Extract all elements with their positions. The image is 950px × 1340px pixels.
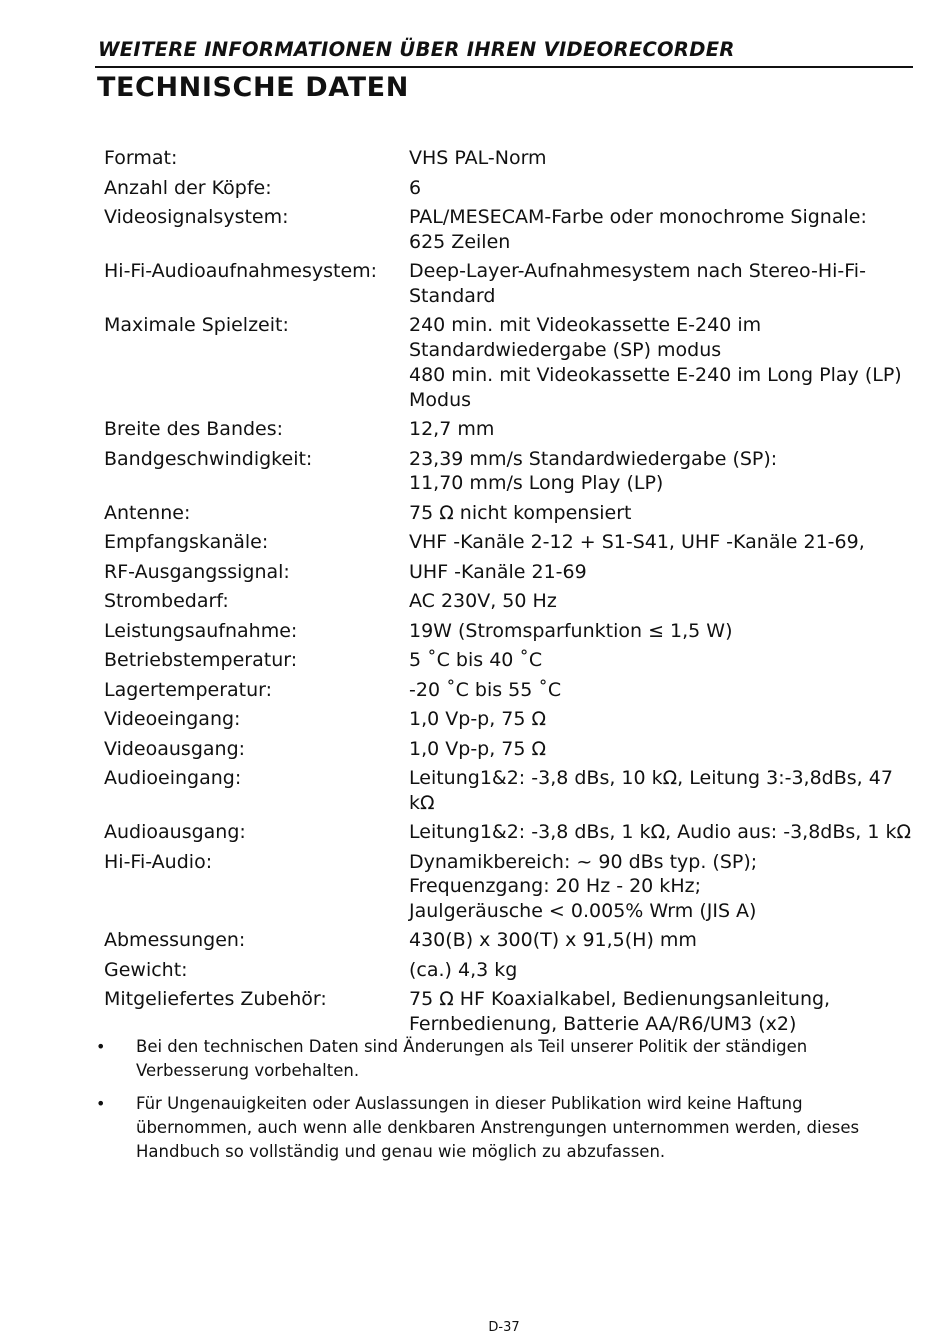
spec-value-line: UHF -Kanäle 21-69 [409, 560, 587, 583]
spec-row [104, 648, 924, 674]
spec-value [409, 678, 924, 704]
spec-value [409, 417, 924, 443]
note-line: Bei den technischen Daten sind Änderungen als Teil unserer Politik der ständigen [136, 1037, 808, 1056]
notes-list [96, 1035, 916, 1173]
spec-value-paragraph [409, 560, 924, 585]
spec-value-paragraph [409, 850, 924, 924]
note-item [96, 1035, 916, 1083]
spec-value-line: 480 min. mit Videokassette E-240 im Long Play (LP) [409, 364, 902, 386]
spec-value-paragraph [409, 958, 924, 983]
spec-label: Breite des Bandes: [104, 418, 284, 440]
spec-label: Audioeingang: [104, 767, 242, 789]
spec-row [104, 737, 924, 763]
spec-label: Mitgeliefertes Zubehör: [104, 988, 327, 1010]
spec-value-line: 23,39 mm/s Standardwiedergabe (SP): [409, 447, 778, 470]
spec-value-line: -20 ˚C bis 55 ˚C [409, 678, 562, 701]
spec-value-paragraph [409, 530, 924, 555]
note-line: übernommen, auch wenn alle denkbaren Anstrengungen unternommen werden, dieses [136, 1118, 860, 1137]
spec-value-line: 75 Ω nicht kompensiert [409, 501, 632, 524]
spec-label: Hi-Fi-Audio: [104, 850, 213, 873]
spec-row [104, 928, 924, 954]
spec-row [104, 820, 924, 846]
spec-value-line: 430(B) x 300(T) x 91,5(H) mm [409, 929, 697, 951]
spec-row [104, 530, 924, 556]
spec-row [104, 447, 924, 497]
spec-value [409, 176, 924, 202]
spec-value-line: Standardwiedergabe (SP) modus [409, 338, 722, 361]
spec-row [104, 146, 924, 172]
spec-value [409, 707, 924, 733]
spec-value [409, 737, 924, 763]
spec-label: Gewicht: [104, 958, 188, 981]
bullet-icon: • [96, 1094, 106, 1113]
spec-value-paragraph [409, 589, 924, 614]
spec-value [409, 928, 924, 954]
spec-value-paragraph [409, 447, 924, 496]
spec-value-paragraph [409, 987, 924, 1036]
spec-value-paragraph [409, 648, 924, 673]
section-title: WEITERE INFORMATIONEN ÜBER IHREN VIDEORECORDER [98, 38, 735, 61]
spec-value-paragraph [409, 313, 924, 362]
spec-row [104, 987, 924, 1037]
spec-value-paragraph [409, 176, 924, 201]
spec-value-paragraph [409, 928, 924, 953]
spec-label: RF-Ausgangssignal: [104, 560, 290, 583]
spec-row [104, 501, 924, 527]
spec-value [409, 820, 924, 846]
spec-label: Maximale Spielzeit: [104, 314, 289, 336]
spec-value-paragraph [409, 501, 924, 526]
spec-value [409, 958, 924, 984]
spec-value-line: Leitung1&2: -3,8 dBs, 10 kΩ, Leitung 3:-3,8dBs, 47 kΩ [409, 767, 893, 814]
spec-row [104, 560, 924, 586]
spec-value-line: 75 Ω HF Koaxialkabel, Bedienungsanleitung, [409, 988, 831, 1010]
spec-value [409, 146, 924, 172]
spec-value [409, 259, 924, 309]
spec-value [409, 850, 924, 925]
spec-row [104, 850, 924, 925]
spec-value-line: Standard [409, 284, 496, 307]
spec-value-line: 6 [409, 176, 422, 199]
spec-value-line: Deep-Layer-Aufnahmesystem nach Stereo-Hi-Fi- [409, 260, 866, 282]
spec-value [409, 648, 924, 674]
spec-label: Audioausgang: [104, 821, 246, 843]
spec-value [409, 313, 924, 413]
spec-value-line: 11,70 mm/s Long Play (LP) [409, 472, 664, 494]
note-item [96, 1092, 916, 1164]
spec-value-line: Leitung1&2: -3,8 dBs, 1 kΩ, Audio aus: -3,8dBs, 1 kΩ [409, 821, 912, 843]
spec-value [409, 530, 924, 556]
spec-label: Betriebstemperatur: [104, 649, 298, 671]
spec-value-line: (ca.) 4,3 kg [409, 958, 518, 981]
spec-label: Lagertemperatur: [104, 678, 273, 701]
spec-value-line: Fernbedienung, Batterie AA/R6/UM3 (x2) [409, 1012, 797, 1035]
spec-label: Bandgeschwindigkeit: [104, 447, 313, 470]
spec-value-line: Dynamikbereich: ~ 90 dBs typ. (SP); [409, 850, 758, 873]
spec-row [104, 678, 924, 704]
spec-value-paragraph [409, 707, 924, 732]
spec-value-paragraph [409, 619, 924, 644]
spec-label: Videoausgang: [104, 737, 246, 760]
spec-row [104, 313, 924, 413]
spec-value-line: VHF -Kanäle 2-12 + S1-S41, UHF -Kanäle 21-69, [409, 531, 865, 553]
spec-table [104, 146, 924, 1041]
spec-value-line: 240 min. mit Videokassette E-240 im [409, 314, 762, 336]
spec-label: Format: [104, 147, 178, 169]
spec-value-line: VHS PAL-Norm [409, 147, 547, 169]
spec-row [104, 707, 924, 733]
note-text [136, 1035, 916, 1083]
spec-value-paragraph [409, 766, 924, 815]
spec-label: Empfangskanäle: [104, 531, 269, 553]
spec-value-paragraph [409, 259, 924, 308]
spec-value-paragraph [409, 678, 924, 703]
note-line: Für Ungenauigkeiten oder Auslassungen in dieser Publikation wird keine Haftung [136, 1094, 803, 1113]
spec-row [104, 417, 924, 443]
spec-value [409, 619, 924, 645]
spec-value [409, 447, 924, 497]
spec-value-paragraph [409, 363, 924, 412]
page-number: D-37 [488, 1320, 520, 1335]
spec-value-line: 1,0 Vp-p, 75 Ω [409, 737, 547, 760]
spec-value-line: 625 Zeilen [409, 230, 511, 253]
spec-row [104, 176, 924, 202]
spec-value [409, 987, 924, 1037]
spec-row [104, 766, 924, 816]
spec-value-paragraph [409, 820, 924, 845]
spec-value-line: AC 230V, 50 Hz [409, 590, 557, 612]
spec-value-paragraph [409, 737, 924, 762]
spec-label: Strombedarf: [104, 590, 229, 612]
spec-value-line: 19W (Stromsparfunktion ≤ 1,5 W) [409, 619, 733, 642]
spec-value-paragraph [409, 205, 924, 254]
header-rule [95, 66, 913, 68]
note-text [136, 1092, 916, 1164]
spec-label: Leistungsaufnahme: [104, 619, 298, 642]
spec-value-line: 12,7 mm [409, 418, 495, 440]
spec-label: Videosignalsystem: [104, 206, 289, 228]
spec-value-line: 1,0 Vp-p, 75 Ω [409, 708, 547, 730]
spec-value-line: Modus [409, 388, 472, 411]
spec-row [104, 589, 924, 615]
spec-label: Anzahl der Köpfe: [104, 176, 272, 199]
spec-value-paragraph [409, 417, 924, 442]
spec-value [409, 766, 924, 816]
spec-value-paragraph [409, 146, 924, 171]
spec-value-line: 5 ˚C bis 40 ˚C [409, 649, 543, 671]
spec-label: Antenne: [104, 501, 191, 524]
spec-row [104, 205, 924, 255]
note-line: Verbesserung vorbehalten. [136, 1061, 360, 1080]
spec-label: Hi-Fi-Audioaufnahmesystem: [104, 260, 378, 282]
spec-row [104, 958, 924, 984]
spec-row [104, 259, 924, 309]
spec-row [104, 619, 924, 645]
spec-value-line: PAL/MESECAM-Farbe oder monochrome Signale: [409, 206, 867, 228]
bullet-icon: • [96, 1037, 106, 1056]
spec-value-line: Jaulgeräusche < 0.005% Wrm (JIS A) [409, 899, 757, 922]
spec-label: Abmessungen: [104, 929, 246, 951]
spec-value [409, 501, 924, 527]
spec-value [409, 205, 924, 255]
spec-value-line: Frequenzgang: 20 Hz - 20 kHz; [409, 875, 701, 897]
spec-value [409, 589, 924, 615]
spec-label: Videoeingang: [104, 708, 241, 730]
note-line: Handbuch so vollständig und genau wie möglich zu abzufassen. [136, 1142, 666, 1161]
page-title: TECHNISCHE DATEN [97, 72, 409, 103]
spec-value [409, 560, 924, 586]
